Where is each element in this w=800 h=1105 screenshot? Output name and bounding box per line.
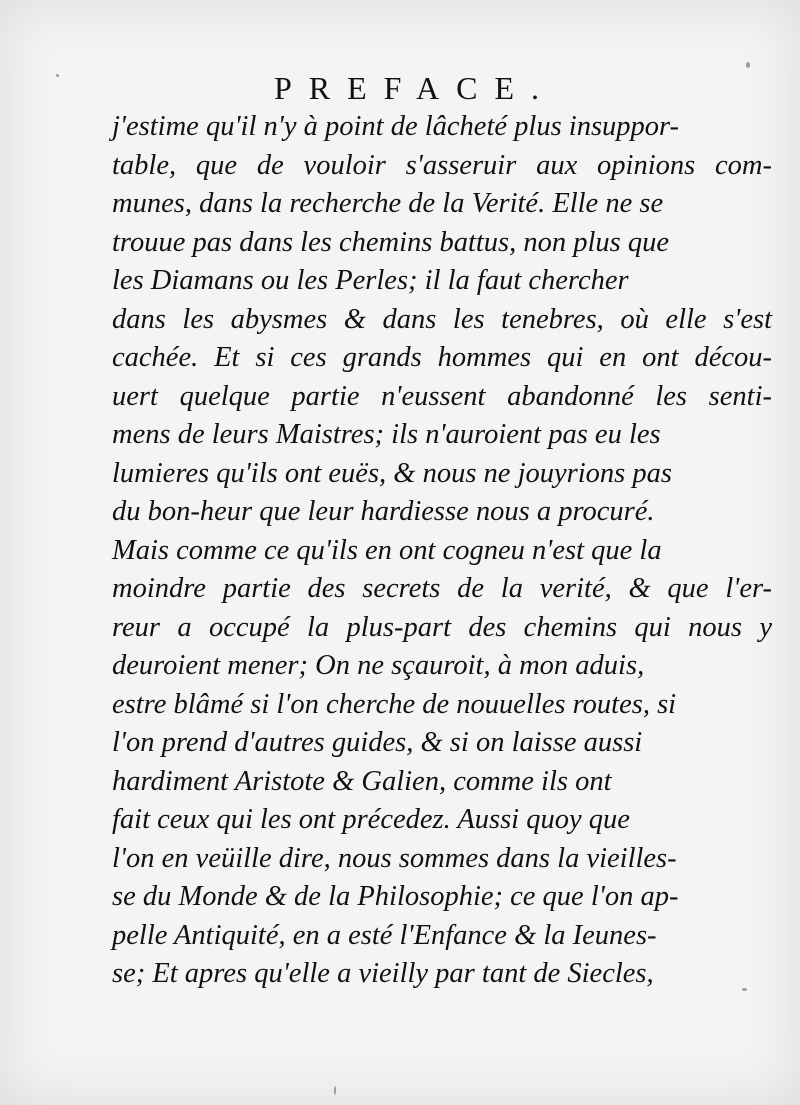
text-line: j'estime qu'il n'y à point de lâcheté plus insuppor- bbox=[112, 111, 680, 142]
text-line: l'on en veüille dire, nous sommes dans la vieilles- bbox=[112, 842, 677, 874]
text-line: pelle Antiquité, en a esté l'Enfance & la Ieunes- bbox=[112, 919, 657, 951]
text-line: fait ceux qui les ont précedez. Aussi quoy que bbox=[112, 804, 630, 835]
text-line: lumieres qu'ils ont euës, & nous ne jouyrions pas bbox=[112, 457, 672, 489]
text-line: moindre partie des secrets de la verité, & que l'er- bbox=[112, 573, 772, 604]
paper-speck bbox=[742, 988, 747, 991]
text-line: l'on prend d'autres guides, & si on laisse aussi bbox=[112, 727, 643, 758]
paper-speck bbox=[746, 62, 750, 68]
text-line: du bon-heur que leur hardiesse nous a procuré. bbox=[112, 496, 655, 527]
text-line: reur a occupé la plus-part des chemins qui nous y bbox=[112, 611, 772, 643]
page-title: PREFACE. bbox=[273, 70, 557, 106]
text-line: mens de leurs Maistres; ils n'auroient pas eu les bbox=[112, 419, 661, 450]
text-line: estre blâmé si l'on cherche de nouuelles routes, si bbox=[112, 688, 677, 720]
text-line: uert quelque partie n'eussent abandonné les senti- bbox=[112, 380, 772, 412]
text-line: dans les abysmes & dans les tenebres, où elle s'est bbox=[112, 303, 772, 335]
text-line: table, que de vouloir s'asseruir aux opinions com- bbox=[112, 149, 772, 181]
text-line: Mais comme ce qu'ils en ont cogneu n'est que la bbox=[112, 534, 662, 566]
body-text bbox=[112, 108, 772, 994]
text-line: se du Monde & de la Philosophie; ce que l'on ap- bbox=[112, 881, 679, 912]
paper-speck bbox=[334, 1086, 336, 1095]
text-line: les Diamans ou les Perles; il la faut chercher bbox=[112, 265, 629, 296]
text-line: trouue pas dans les chemins battus, non plus que bbox=[112, 226, 670, 258]
text-line: munes, dans la recherche de la Verité. Elle ne se bbox=[112, 188, 664, 219]
text-line: se; Et apres qu'elle a vieilly par tant de Siecles, bbox=[112, 958, 654, 989]
text-line: cachée. Et si ces grands hommes qui en ont décou- bbox=[112, 342, 772, 373]
text-line: hardiment Aristote & Galien, comme ils ont bbox=[112, 765, 612, 797]
text-line: deuroient mener; On ne sçauroit, à mon aduis, bbox=[112, 650, 645, 681]
paper-speck bbox=[56, 74, 59, 77]
